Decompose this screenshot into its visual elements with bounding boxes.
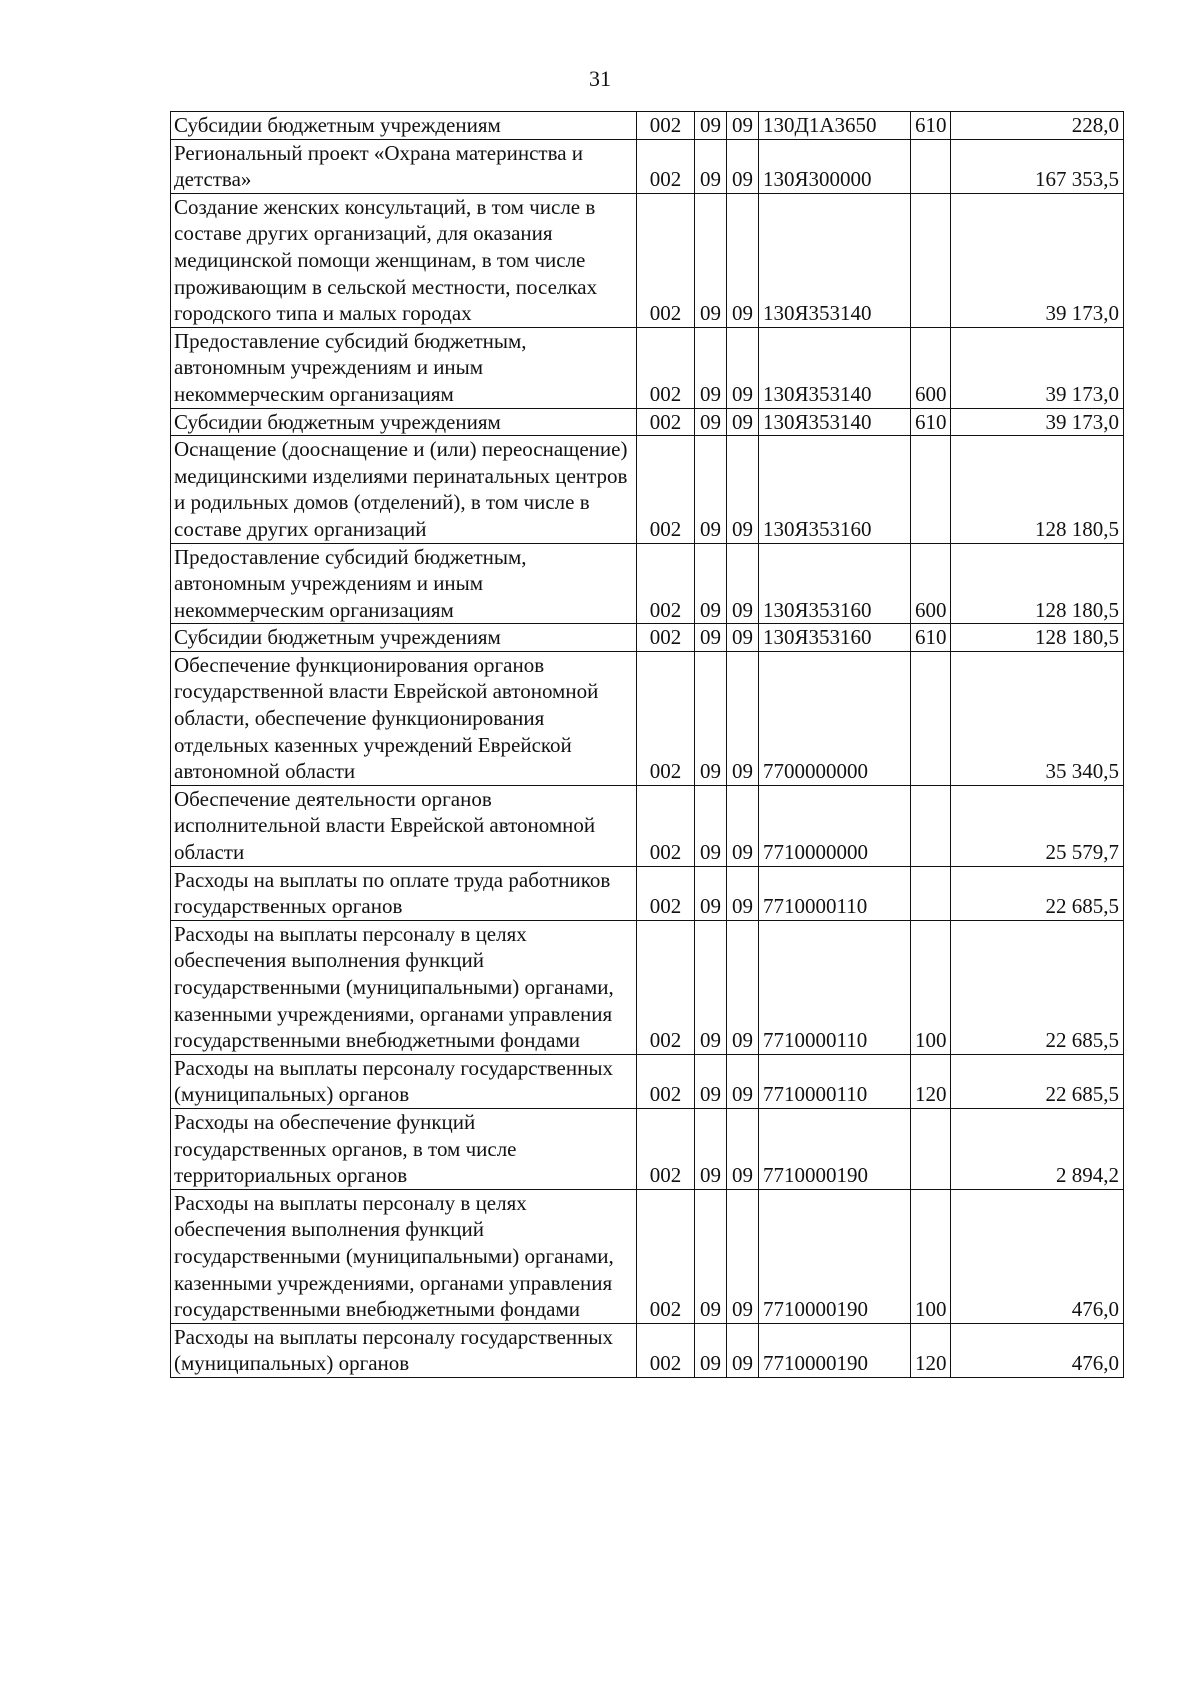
row-target-article: 130Я353140	[759, 193, 911, 327]
table-row	[171, 436, 1124, 543]
table-row	[171, 327, 1124, 408]
row-name: Обеспечение функционирования органов государственной власти Еврейской автономной области, обеспечение функционирования отдельных казенных учреждений Еврейской автономной области	[171, 651, 637, 785]
row-grbs: 002	[637, 139, 695, 193]
row-name: Расходы на выплаты персоналу в целях обеспечения выполнения функций государственными (муниципальными) органами, казенными учреждениями, органами управления государственными внебюджетными фондами	[171, 1189, 637, 1323]
row-name: Расходы на выплаты по оплате труда работников государственных органов	[171, 866, 637, 920]
row-amount: 25 579,7	[951, 785, 1124, 866]
budget-table	[170, 111, 1124, 1378]
row-amount: 35 340,5	[951, 651, 1124, 785]
table-row	[171, 543, 1124, 624]
row-amount: 476,0	[951, 1323, 1124, 1377]
table-row	[171, 651, 1124, 785]
row-grbs: 002	[637, 785, 695, 866]
row-name: Обеспечение деятельности органов исполнительной власти Еврейской автономной области	[171, 785, 637, 866]
row-amount: 2 894,2	[951, 1108, 1124, 1189]
row-section: 09	[695, 1054, 727, 1108]
row-grbs: 002	[637, 866, 695, 920]
row-amount: 39 173,0	[951, 327, 1124, 408]
row-subsection: 09	[727, 408, 759, 436]
row-grbs: 002	[637, 1108, 695, 1189]
row-name: Региональный проект «Охрана материнства и детства»	[171, 139, 637, 193]
row-expense-type: 600	[911, 327, 951, 408]
row-name: Субсидии бюджетным учреждениям	[171, 624, 637, 652]
row-expense-type	[911, 651, 951, 785]
row-section: 09	[695, 651, 727, 785]
row-subsection: 09	[727, 543, 759, 624]
row-amount: 128 180,5	[951, 624, 1124, 652]
row-section: 09	[695, 920, 727, 1054]
row-name: Предоставление субсидий бюджетным, автономным учреждениям и иным некоммерческим организациям	[171, 327, 637, 408]
row-target-article: 7710000000	[759, 785, 911, 866]
row-expense-type: 610	[911, 408, 951, 436]
row-subsection: 09	[727, 1054, 759, 1108]
row-section: 09	[695, 327, 727, 408]
row-name: Субсидии бюджетным учреждениям	[171, 408, 637, 436]
row-target-article: 130Я353140	[759, 408, 911, 436]
table-row	[171, 866, 1124, 920]
row-name: Расходы на выплаты персоналу государственных (муниципальных) органов	[171, 1323, 637, 1377]
row-section: 09	[695, 436, 727, 543]
row-subsection: 09	[727, 651, 759, 785]
row-amount: 22 685,5	[951, 920, 1124, 1054]
row-name: Расходы на выплаты персоналу в целях обеспечения выполнения функций государственными (муниципальными) органами, казенными учреждениями, органами управления государственными внебюджетными фондами	[171, 920, 637, 1054]
row-amount: 128 180,5	[951, 543, 1124, 624]
row-amount: 22 685,5	[951, 866, 1124, 920]
budget-table-body	[171, 112, 1124, 1378]
row-subsection: 09	[727, 1189, 759, 1323]
table-row	[171, 193, 1124, 327]
row-subsection: 09	[727, 193, 759, 327]
row-target-article: 7710000190	[759, 1189, 911, 1323]
row-grbs: 002	[637, 327, 695, 408]
table-row	[171, 785, 1124, 866]
row-amount: 22 685,5	[951, 1054, 1124, 1108]
row-target-article: 130Я300000	[759, 139, 911, 193]
row-target-article: 7710000190	[759, 1108, 911, 1189]
row-name: Создание женских консультаций, в том числе в составе других организаций, для оказания медицинской помощи женщинам, в том числе проживающим в сельской местности, поселках городского типа и малых городах	[171, 193, 637, 327]
row-grbs: 002	[637, 436, 695, 543]
row-name: Субсидии бюджетным учреждениям	[171, 112, 637, 140]
row-grbs: 002	[637, 651, 695, 785]
row-subsection: 09	[727, 327, 759, 408]
table-row	[171, 139, 1124, 193]
table-row	[171, 1054, 1124, 1108]
row-section: 09	[695, 866, 727, 920]
row-expense-type: 600	[911, 543, 951, 624]
row-section: 09	[695, 1189, 727, 1323]
row-target-article: 7710000110	[759, 866, 911, 920]
row-subsection: 09	[727, 866, 759, 920]
row-name: Оснащение (дооснащение и (или) переоснащение) медицинскими изделиями перинатальных центров и родильных домов (отделений), в том числе в составе других организаций	[171, 436, 637, 543]
row-target-article: 7710000190	[759, 1323, 911, 1377]
row-grbs: 002	[637, 1323, 695, 1377]
table-row	[171, 624, 1124, 652]
row-subsection: 09	[727, 436, 759, 543]
row-amount: 476,0	[951, 1189, 1124, 1323]
row-expense-type	[911, 193, 951, 327]
row-grbs: 002	[637, 193, 695, 327]
row-target-article: 130Д1А3650	[759, 112, 911, 140]
table-row	[171, 920, 1124, 1054]
row-amount: 39 173,0	[951, 193, 1124, 327]
row-target-article: 130Я353160	[759, 436, 911, 543]
row-target-article: 7700000000	[759, 651, 911, 785]
row-section: 09	[695, 112, 727, 140]
row-subsection: 09	[727, 1108, 759, 1189]
row-grbs: 002	[637, 1054, 695, 1108]
row-subsection: 09	[727, 139, 759, 193]
table-row	[171, 112, 1124, 140]
row-expense-type	[911, 1108, 951, 1189]
row-expense-type: 610	[911, 112, 951, 140]
row-subsection: 09	[727, 112, 759, 140]
row-target-article: 130Я353160	[759, 543, 911, 624]
row-section: 09	[695, 408, 727, 436]
row-expense-type: 100	[911, 1189, 951, 1323]
row-expense-type	[911, 866, 951, 920]
row-expense-type: 120	[911, 1323, 951, 1377]
row-subsection: 09	[727, 624, 759, 652]
row-amount: 167 353,5	[951, 139, 1124, 193]
row-subsection: 09	[727, 785, 759, 866]
row-expense-type: 100	[911, 920, 951, 1054]
row-section: 09	[695, 1323, 727, 1377]
row-grbs: 002	[637, 408, 695, 436]
row-section: 09	[695, 785, 727, 866]
row-expense-type: 120	[911, 1054, 951, 1108]
row-section: 09	[695, 1108, 727, 1189]
row-target-article: 7710000110	[759, 920, 911, 1054]
row-target-article: 130Я353160	[759, 624, 911, 652]
table-row	[171, 1189, 1124, 1323]
row-amount: 228,0	[951, 112, 1124, 140]
row-name: Предоставление субсидий бюджетным, автономным учреждениям и иным некоммерческим организациям	[171, 543, 637, 624]
row-target-article: 130Я353140	[759, 327, 911, 408]
row-subsection: 09	[727, 1323, 759, 1377]
row-target-article: 7710000110	[759, 1054, 911, 1108]
row-section: 09	[695, 624, 727, 652]
row-grbs: 002	[637, 112, 695, 140]
row-grbs: 002	[637, 624, 695, 652]
table-row	[171, 1323, 1124, 1377]
row-expense-type	[911, 436, 951, 543]
row-grbs: 002	[637, 543, 695, 624]
row-section: 09	[695, 193, 727, 327]
row-expense-type	[911, 785, 951, 866]
row-name: Расходы на обеспечение функций государственных органов, в том числе территориальных органов	[171, 1108, 637, 1189]
row-amount: 128 180,5	[951, 436, 1124, 543]
page-number: 31	[589, 66, 611, 91]
row-section: 09	[695, 543, 727, 624]
row-grbs: 002	[637, 920, 695, 1054]
row-grbs: 002	[637, 1189, 695, 1323]
row-section: 09	[695, 139, 727, 193]
row-amount: 39 173,0	[951, 408, 1124, 436]
table-row	[171, 408, 1124, 436]
row-expense-type: 610	[911, 624, 951, 652]
row-name: Расходы на выплаты персоналу государственных (муниципальных) органов	[171, 1054, 637, 1108]
row-subsection: 09	[727, 920, 759, 1054]
row-expense-type	[911, 139, 951, 193]
table-row	[171, 1108, 1124, 1189]
